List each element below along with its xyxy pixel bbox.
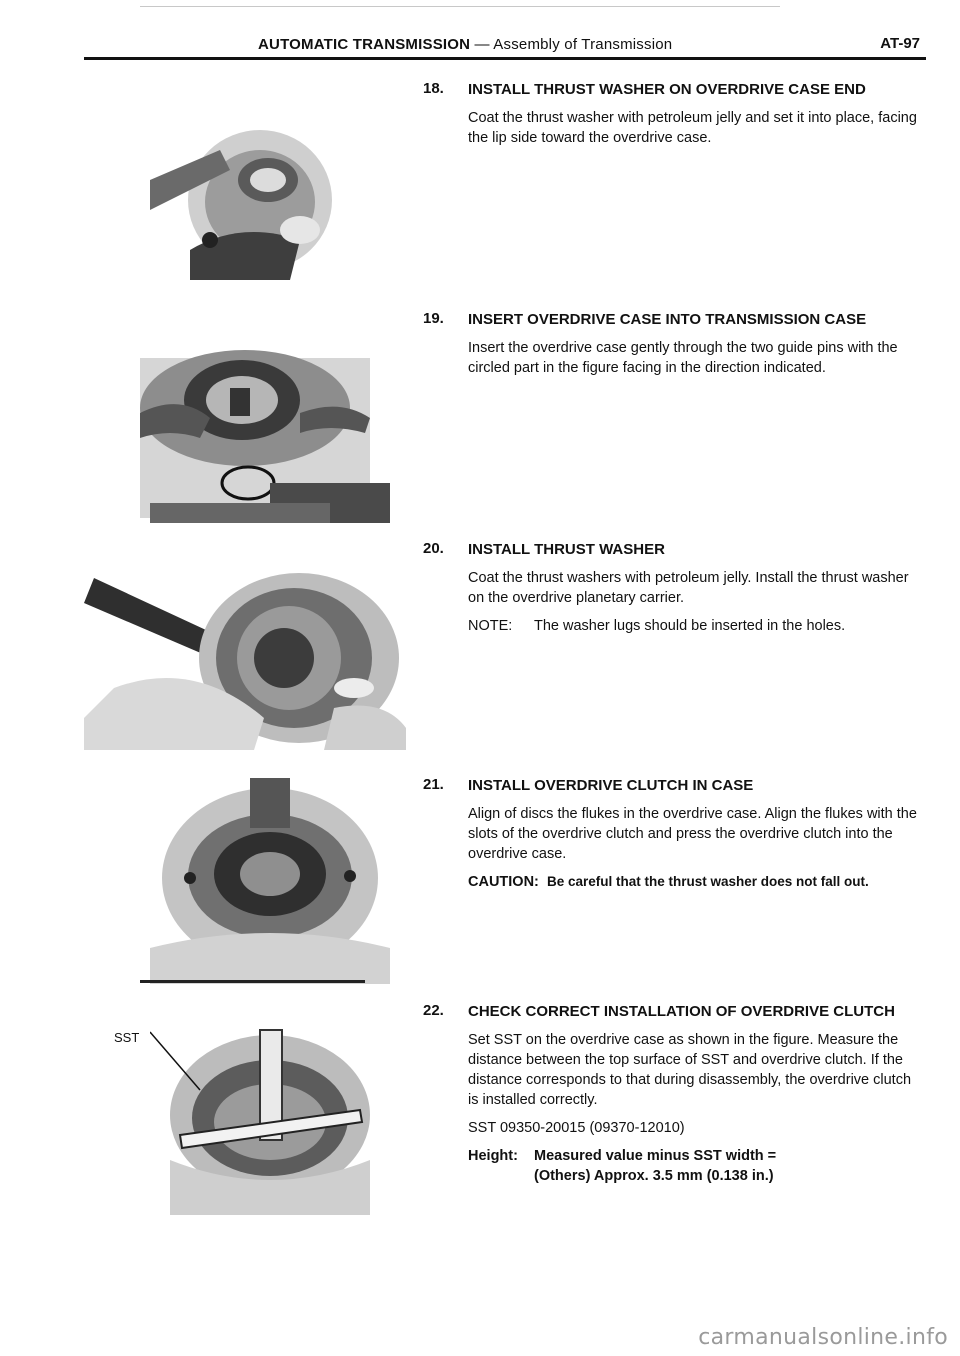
step-note [468,616,923,636]
caution-label: CAUTION: [468,874,539,890]
header-rule [84,57,926,60]
photo-overdrive-clutch-in-case [140,758,402,984]
page-header [84,22,926,56]
note-text: The washer lugs should be inserted in the holes. [534,618,846,634]
step-body [468,804,923,892]
photo-graphic [120,318,410,526]
step-number: 22. [423,1002,444,1019]
step-text: Align of discs the flukes in the overdrive case. Align the flukes with the slots of the overdrive clutch and press the overdrive clutch into the overdrive case. [468,806,917,862]
height-spec [468,1146,923,1166]
top-edge-line [140,6,780,7]
step-body [468,338,923,378]
height-value: Measured value minus SST width = [534,1148,777,1164]
photo-thrust-washer-case-end [150,110,340,290]
step-text: Coat the thrust washer with petroleum jelly and set it into place, facing the lip side toward the overdrive case. [468,110,917,146]
step-title: INSTALL THRUST WASHER [468,541,665,558]
height-label: Height: [468,1148,518,1164]
photo-overdrive-case-insert [120,318,410,526]
step-number: 19. [423,310,444,327]
step-19 [423,310,923,386]
step-20 [423,540,923,644]
height-value-detail: (Others) Approx. 3.5 mm (0.138 in.) [534,1168,774,1184]
sst-number: SST 09350-20015 (09370-12010) [468,1120,685,1136]
step-body [468,1030,923,1186]
note-label: NOTE: [468,618,513,634]
caution-text: Be careful that the thrust washer does not fall out. [546,874,869,889]
photo-graphic [150,1010,386,1215]
step-title: INSTALL OVERDRIVE CLUTCH IN CASE [468,777,754,794]
step-text: Coat the thrust washers with petroleum jelly. Install the thrust washer on the overdrive planetary carrier. [468,570,909,606]
step-text: Insert the overdrive case gently through the two guide pins with the circled part in the figure facing in the direction indicated. [468,340,898,376]
footer-watermark-url[interactable]: carmanualsonline.info [698,1325,948,1350]
page-number: AT-97 [880,35,920,52]
photo-thrust-washer-planetary [84,548,406,750]
step-text: Set SST on the overdrive case as shown in the figure. Measure the distance between the top surface of SST and overdrive clutch. If the distance corresponds to that during disassembly, the overdrive clutch is installed correctly. [468,1032,912,1108]
step-21 [423,776,923,900]
sst-figure-label: SST [114,1030,140,1045]
step-title: INSTALL THRUST WASHER ON OVERDRIVE CASE END [468,81,866,98]
step-22 [423,1002,923,1186]
step-number: 18. [423,80,444,97]
photo-graphic [150,110,340,290]
photo-graphic [84,548,406,750]
step-18 [423,80,923,156]
step-body [468,108,923,148]
step-title: CHECK CORRECT INSTALLATION OF OVERDRIVE CLUTCH [468,1003,895,1020]
step-number: 20. [423,540,444,557]
step-body [468,568,923,636]
step-title: INSERT OVERDRIVE CASE INTO TRANSMISSION CASE [468,311,867,328]
header-title: AUTOMATIC TRANSMISSION — Assembly of Transmission [258,36,673,53]
photo-graphic [140,758,402,984]
photo-check-overdrive-clutch [150,1010,386,1215]
step-number: 21. [423,776,444,793]
step-caution [468,872,923,892]
